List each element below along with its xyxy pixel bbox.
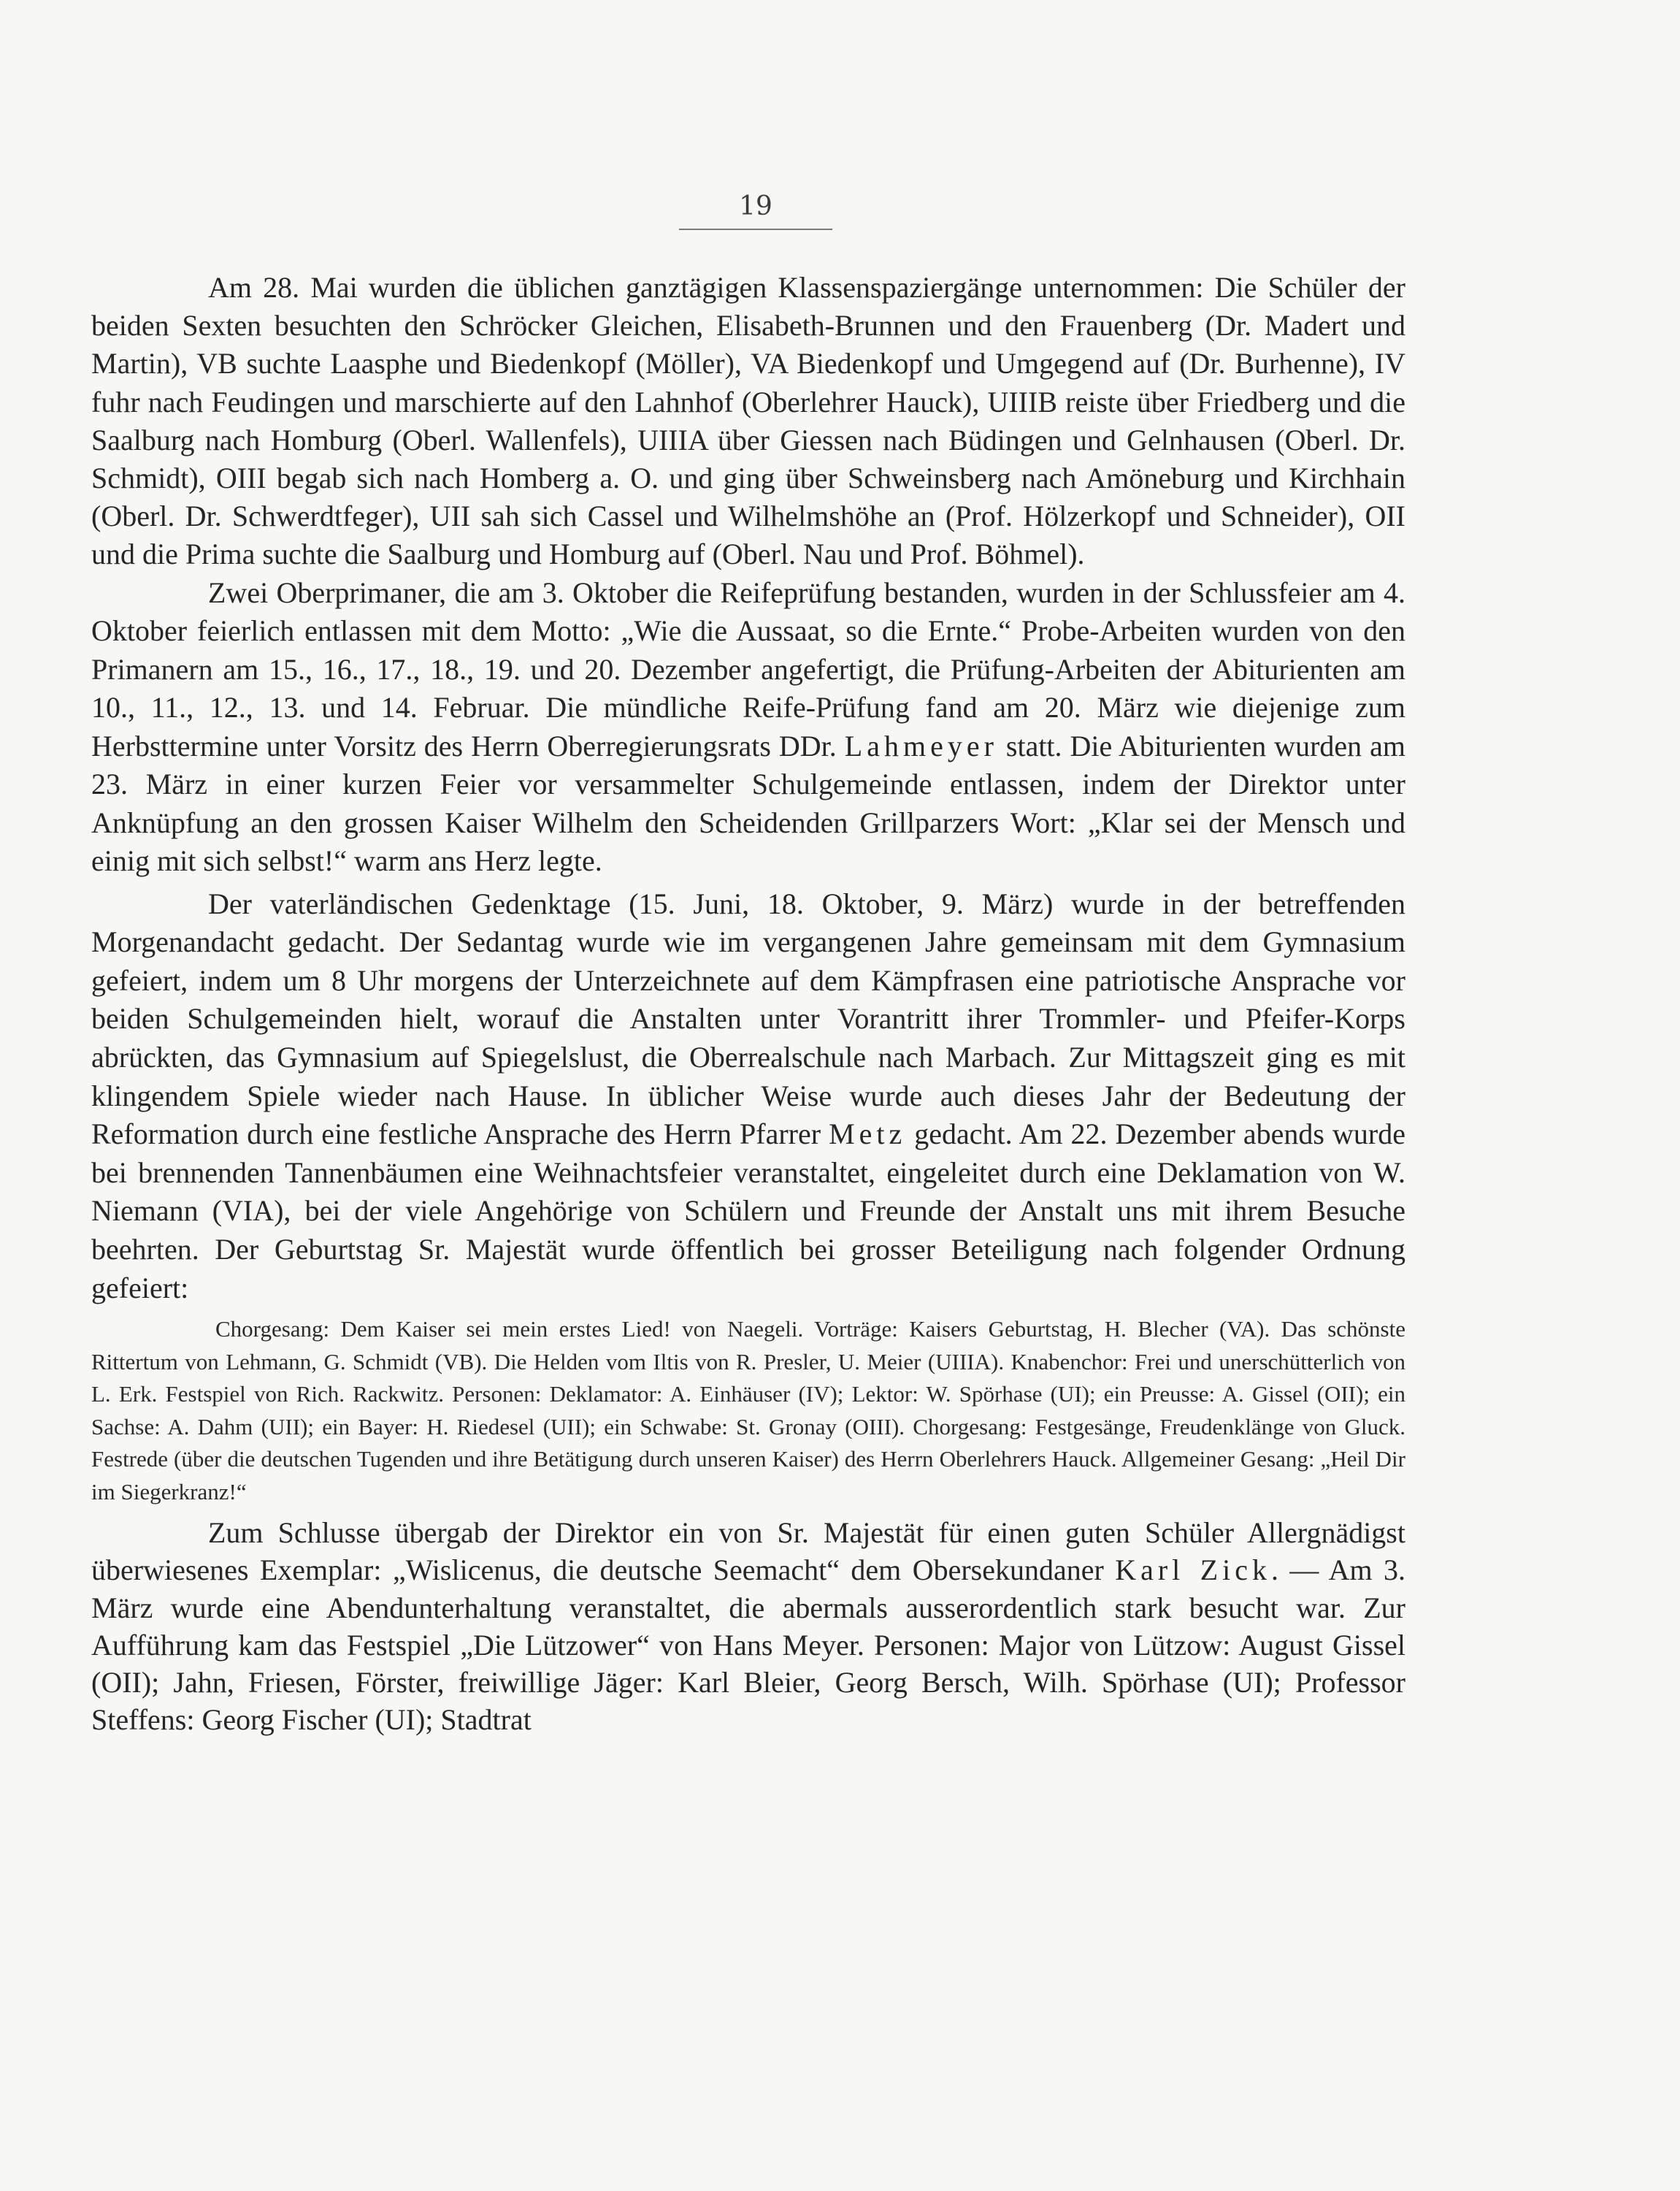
paragraph-commemorations	[91, 885, 1405, 1308]
paragraph-text: gedacht. Am 22. Dezember abends wurde bei brennenden Tannenbäumen eine Weihnachtsfeier veranstaltet, eingeleitet durch eine Deklamation von W. Niemann (VIA), bei der viele Angehörige von Schülern und Freunde der Anstalt uns mit ihrem Besuche beehrten. Der Geburtstag Sr. Majestät wurde öffentlich bei grosser Beteiligung nach folgender Ordnung gefeiert:	[91, 1117, 1405, 1304]
paragraph-closing	[91, 1514, 1405, 1738]
paragraph-text: . — Am 3. März wurde eine Abendunterhaltung veranstaltet, die abermals ausserordentlich stark besucht war. Zur Aufführung kam das Festspiel „Die Lützower“ von Hans Meyer. Personen: Major von Lützow: August Gissel (OII); Jahn, Friesen, Förster, freiwillige Jäger: Karl Bleier, Georg Bersch, Wilh. Spörhase (UI); Professor Steffens: Georg Fischer (UI); Stadtrat	[91, 1553, 1406, 1737]
person-name-lahmeyer: Lahmeyer	[844, 729, 998, 762]
paragraph-text: Zum Schlusse übergab der Direktor ein von Sr. Majestät für einen guten Schüler Allergnädigst überwiesenes Exemplar: „Wislicenus, die deutsche Seemacht“ dem Obersekundaner	[91, 1516, 1405, 1587]
paragraph-text: Zwei Oberprimaner, die am 3. Oktober die Reifeprüfung bestanden, wurden in der Schlussfeier am 4. Oktober feierlich entlassen mit dem Motto: „Wie die Aussaat, so die Ernte.“ Probe-Arbeiten wurden von den Primanern am 15., 16., 17., 18., 19. und 20. Dezember angefertigt, die Prüfung-Arbeiten der Abiturienten am 10., 11., 12., 13. und 14. Februar. Die mündliche Reife-Prüfung fand am 20. März wie diejenige zum Herbsttermine unter Vorsitz des Herrn Oberregierungsrats DDr.	[91, 576, 1405, 762]
paragraph-text: Der vaterländischen Gedenktage (15. Juni, 18. Oktober, 9. März) wurde in der betreffenden Morgenandacht gedacht. Der Sedantag wurde wie im vergangenen Jahre gemeinsam mit dem Gymnasium gefeiert, indem um 8 Uhr morgens der Unterzeichnete auf dem Kämpfrasen eine patriotische Ansprache vor beiden Schulgemeinden hielt, worauf die Anstalten unter Vorantritt ihrer Trommler- und Pfeifer-Korps abrückten, das Gymnasium auf Spiegelslust, die Oberrealschule nach Marbach. Zur Mittagszeit ging es mit klingendem Spiele wieder nach Hause. In üblicher Weise wurde auch dieses Jahr der Bedeutung der Reformation durch eine festliche Ansprache des Herrn Pfarrer	[91, 887, 1405, 1151]
paragraph-text: statt. Die Abiturienten wurden am 23. März in einer kurzen Feier vor versammelter Schulgemeinde entlassen, indem der Direktor unter Anknüpfung an den grossen Kaiser Wilhelm den Scheidenden Grillparzers Wort: „Klar sei der Mensch und einig mit sich selbst!“ warm ans Herz legte.	[91, 729, 1406, 878]
person-name-karl-zick: Karl Zick	[1115, 1553, 1271, 1587]
page-number: 19	[739, 191, 772, 221]
person-name-metz: Metz	[829, 1117, 907, 1151]
paragraph-abitur	[91, 574, 1405, 881]
body-text	[91, 269, 1405, 1738]
birthday-program: Chorgesang: Dem Kaiser sei mein erstes Lied! von Naegeli. Vorträge: Kaisers Geburtstag, H. Blecher (VA). Das schönste Rittertum von Lehmann, G. Schmidt (VB). Die Helden vom Iltis von R. Presler, U. Meier (UIIIA). Knabenchor: Frei und unerschütterlich von L. Erk. Festspiel von Rich. Rackwitz. Personen: Deklamator: A. Einhäuser (IV); Lektor: W. Spörhase (UI); ein Preusse: A. Gissel (OII); ein Sachse: A. Dahm (UII); ein Bayer: H. Riedesel (UII); ein Schwabe: St. Gronay (OIII). Chorgesang: Festgesänge, Freudenklänge von Gluck. Festrede (über die deutschen Tugenden und ihre Betätigung durch unseren Kaiser) des Herrn Oberlehrers Hauck. Allgemeiner Gesang: „Heil Dir im Siegerkranz!“	[91, 1316, 1405, 1504]
header-rule	[679, 229, 832, 230]
paragraph-class-excursions: Am 28. Mai wurden die üblichen ganztägigen Klassenspaziergänge unternommen: Die Schüler der beiden Sexten besuchten den Schröcker Gleichen, Elisabeth-Brunnen und den Frauenberg (Dr. Madert und Martin), VB suchte Laasphe und Biedenkopf (Möller), VA Biedenkopf und Umgegend auf (Dr. Burhenne), IV fuhr nach Feudingen und marschierte auf den Lahnhof (Oberlehrer Hauck), UIIIB reiste über Friedberg und die Saalburg nach Homburg (Oberl. Wallenfels), UIIIA über Giessen nach Büdingen und Gelnhausen (Oberl. Dr. Schmidt), OIII begab sich nach Homberg a. O. und ging über Schweinsberg nach Amöneburg und Kirchhain (Oberl. Dr. Schwerdtfeger), UII sah sich Cassel und Wilhelmshöhe an (Prof. Hölzerkopf und Schneider), OII und die Prima suchte die Saalburg und Homburg auf (Oberl. Nau und Prof. Böhmel).	[91, 271, 1405, 571]
